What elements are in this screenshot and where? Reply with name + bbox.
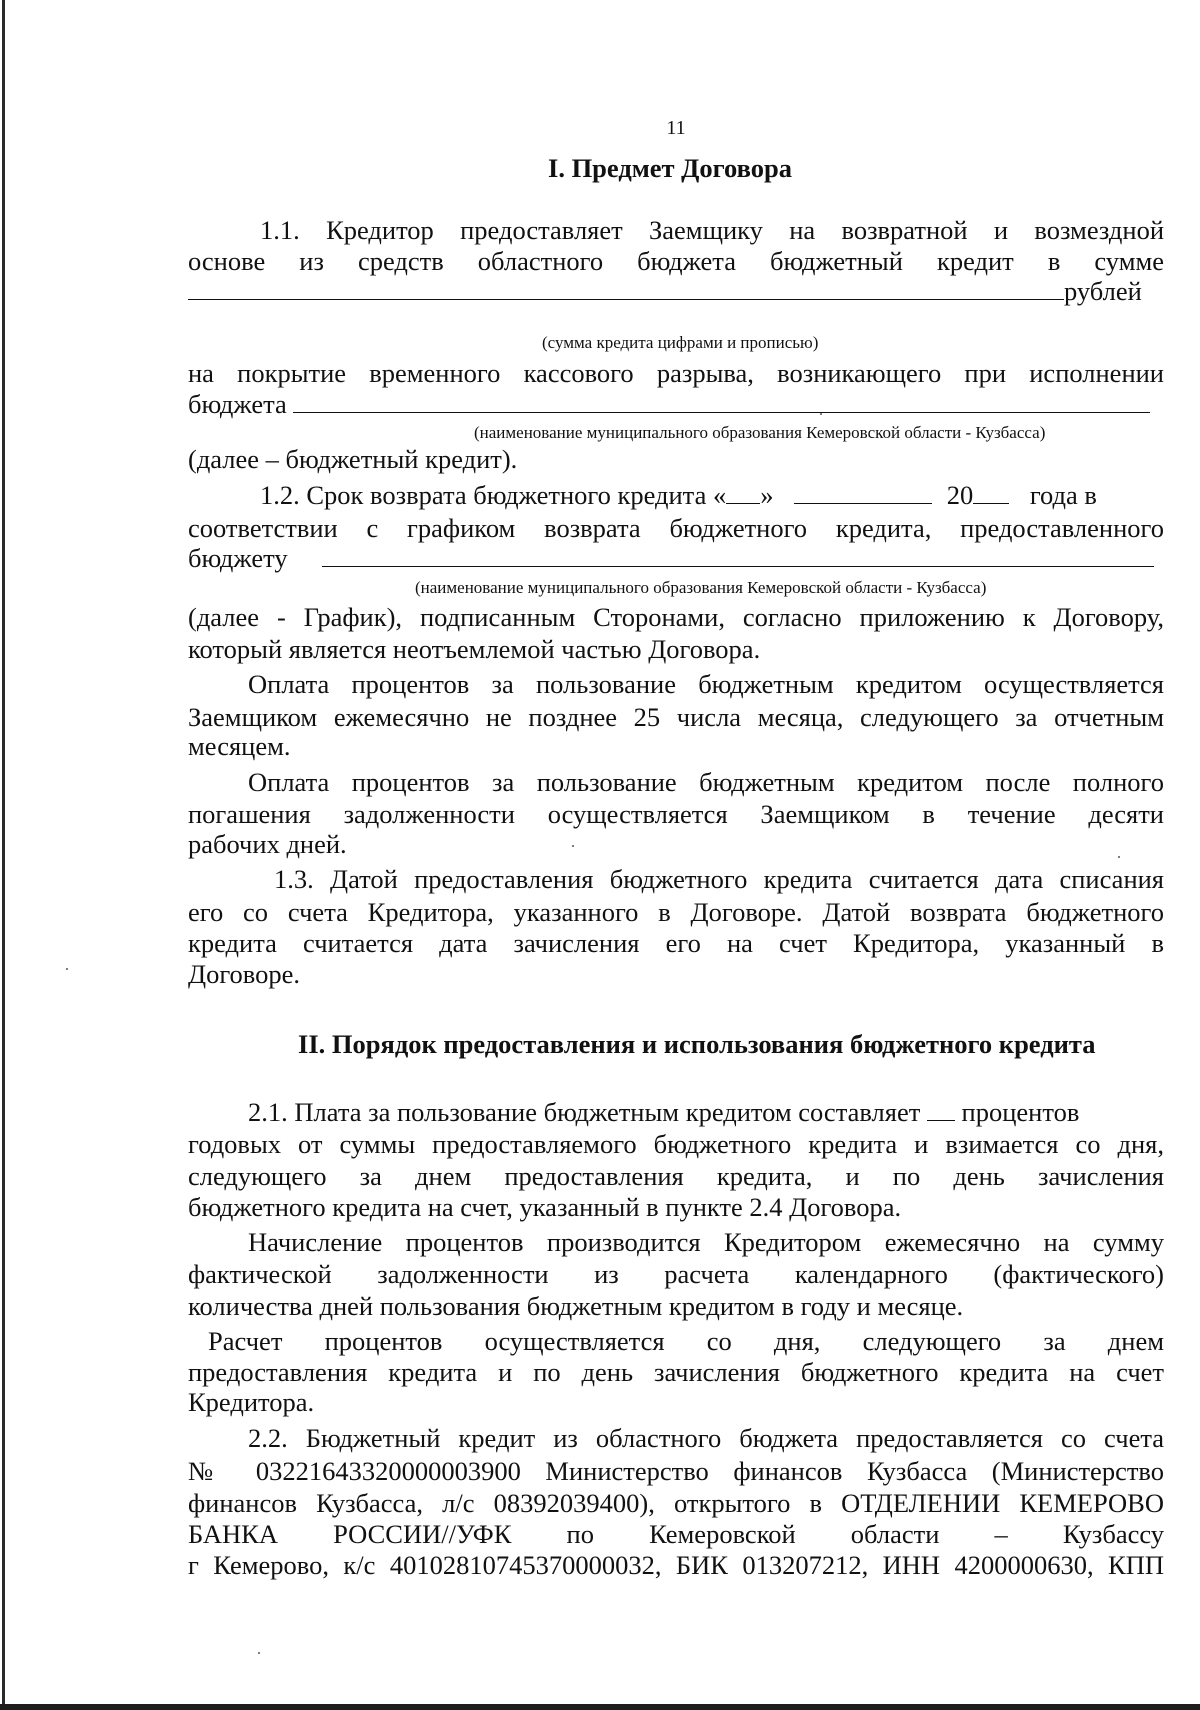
p1-2-line2: соответствии с графиком возврата бюджетного кредита, предоставленного	[188, 513, 1164, 543]
accrual-line1: Начисление процентов производится Кредитором ежемесячно на сумму	[248, 1227, 1164, 1257]
p1-3-line3: кредита считается дата зачисления его на счет Кредитора, указанный в	[188, 928, 1164, 958]
p1-3-line4: Договоре.	[188, 959, 301, 989]
interest1-line3: месяцем.	[188, 731, 291, 761]
scan-edge-bottom	[0, 1704, 1200, 1710]
scan-speck	[820, 413, 822, 415]
interest2-line1: Оплата процентов за пользование бюджетным кредитом после полного	[248, 767, 1164, 797]
calc-line3: Кредитора.	[188, 1387, 315, 1417]
scan-speck	[258, 1652, 260, 1654]
p1-1-line5	[188, 388, 1164, 420]
p2-1-line1	[188, 1096, 1164, 1128]
amount-blank	[188, 275, 1064, 300]
accrual-line2: фактической задолженности из расчета календарного (фактического)	[188, 1259, 1164, 1289]
p2-1-line1-a: 2.1. Плата за пользование бюджетным кредитом составляет	[248, 1097, 921, 1127]
budget-label: бюджета	[188, 389, 287, 419]
calc-line1: Расчет процентов осуществляется со дня, следующего за днем	[208, 1326, 1164, 1356]
p2-2-line3: финансов Кузбасса, л/с 08392039400), открытого в ОТДЕЛЕНИИ КЕМЕРОВО	[188, 1488, 1164, 1518]
rate-blank	[927, 1096, 955, 1121]
p1-2-line4: (далее - График), подписанным Сторонами, согласно приложению к Договору,	[188, 602, 1164, 632]
p1-1-line6: (далее – бюджетный кредит).	[188, 444, 518, 474]
accrual-line3: количества дней пользования бюджетным кредитом в году и месяце.	[188, 1291, 964, 1321]
caption-municipality-1: (наименование муниципального образования Кемеровской области - Кузбасса)	[474, 423, 1046, 442]
interest2-line2: погашения задолженности осуществляется Заемщиком в течение десяти	[188, 799, 1164, 829]
caption-municipality-2: (наименование муниципального образования Кемеровской области - Кузбасса)	[415, 578, 987, 597]
scan-edge-left	[2, 0, 5, 1710]
p1-2-line1	[188, 479, 1164, 511]
municipality-blank-1	[293, 388, 1150, 413]
interest2-line3: рабочих дней.	[188, 829, 347, 859]
scan-speck	[572, 845, 574, 847]
p1-1-line1: 1.1. Кредитор предоставляет Заемщику на возвратной и возмездной	[260, 215, 1164, 245]
p2-2-line5: г Кемерово, к/с 40102810745370000032, БИК 013207212, ИНН 4200000630, КПП	[188, 1550, 1164, 1580]
page-number: 11	[666, 117, 686, 139]
p2-1-line1-b: процентов	[961, 1097, 1080, 1127]
budget-to-label: бюджету	[188, 543, 288, 573]
month-blank	[794, 479, 932, 504]
day-blank	[726, 479, 760, 504]
p1-2-line1-d: года в	[1029, 480, 1097, 510]
p2-1-line3: следующего за днем предоставления кредита, и по день зачисления	[188, 1161, 1164, 1191]
p1-3-line2: его со счета Кредитора, указанного в Договоре. Датой возврата бюджетного	[188, 897, 1164, 927]
p1-1-line2: основе из средств областного бюджета бюджетный кредит в сумме	[188, 246, 1164, 276]
year-blank	[973, 479, 1009, 504]
year-prefix: 20	[946, 480, 974, 510]
section-1-title: I. Предмет Договора	[548, 153, 792, 183]
interest1-line2: Заемщиком ежемесячно не позднее 25 числа месяца, следующего за отчетным	[188, 702, 1164, 732]
p1-2-line1-b: »	[760, 480, 774, 510]
p2-1-line2: годовых от суммы предоставляемого бюджетного кредита и взимается со дня,	[188, 1129, 1164, 1159]
p2-2-line2: № 03221643320000003900 Министерство финансов Кузбасса (Министерство	[188, 1456, 1164, 1486]
scan-speck	[1118, 856, 1120, 858]
p2-2-line4: БАНКА РОССИИ//УФК по Кемеровской области – Кузбассу	[188, 1519, 1164, 1549]
interest1-line1: Оплата процентов за пользование бюджетным кредитом осуществляется	[248, 669, 1164, 699]
p1-1-line3	[188, 275, 1164, 307]
rubles-label: рублей	[1064, 276, 1142, 306]
caption-amount: (сумма кредита цифрами и прописью)	[542, 333, 819, 352]
p2-2-line1: 2.2. Бюджетный кредит из областного бюджета предоставляется со счета	[248, 1423, 1164, 1453]
p1-1-line4: на покрытие временного кассового разрыва, возникающего при исполнении	[188, 358, 1164, 388]
p2-1-line4: бюджетного кредита на счет, указанный в пункте 2.4 Договора.	[188, 1192, 902, 1222]
municipality-blank-2	[322, 542, 1154, 567]
scan-speck	[66, 968, 68, 970]
section-2-title: II. Порядок предоставления и использования бюджетного кредита	[298, 1029, 1096, 1059]
p1-2-line5: который является неотъемлемой частью Договора.	[188, 634, 761, 664]
calc-line2: предоставления кредита и по день зачисления бюджетного кредита на счет	[188, 1357, 1164, 1387]
p1-2-line3	[188, 542, 1164, 574]
p1-3-line1: 1.3. Датой предоставления бюджетного кредита считается дата списания	[274, 864, 1164, 894]
p1-2-line1-a: 1.2. Срок возврата бюджетного кредита «	[260, 480, 727, 510]
